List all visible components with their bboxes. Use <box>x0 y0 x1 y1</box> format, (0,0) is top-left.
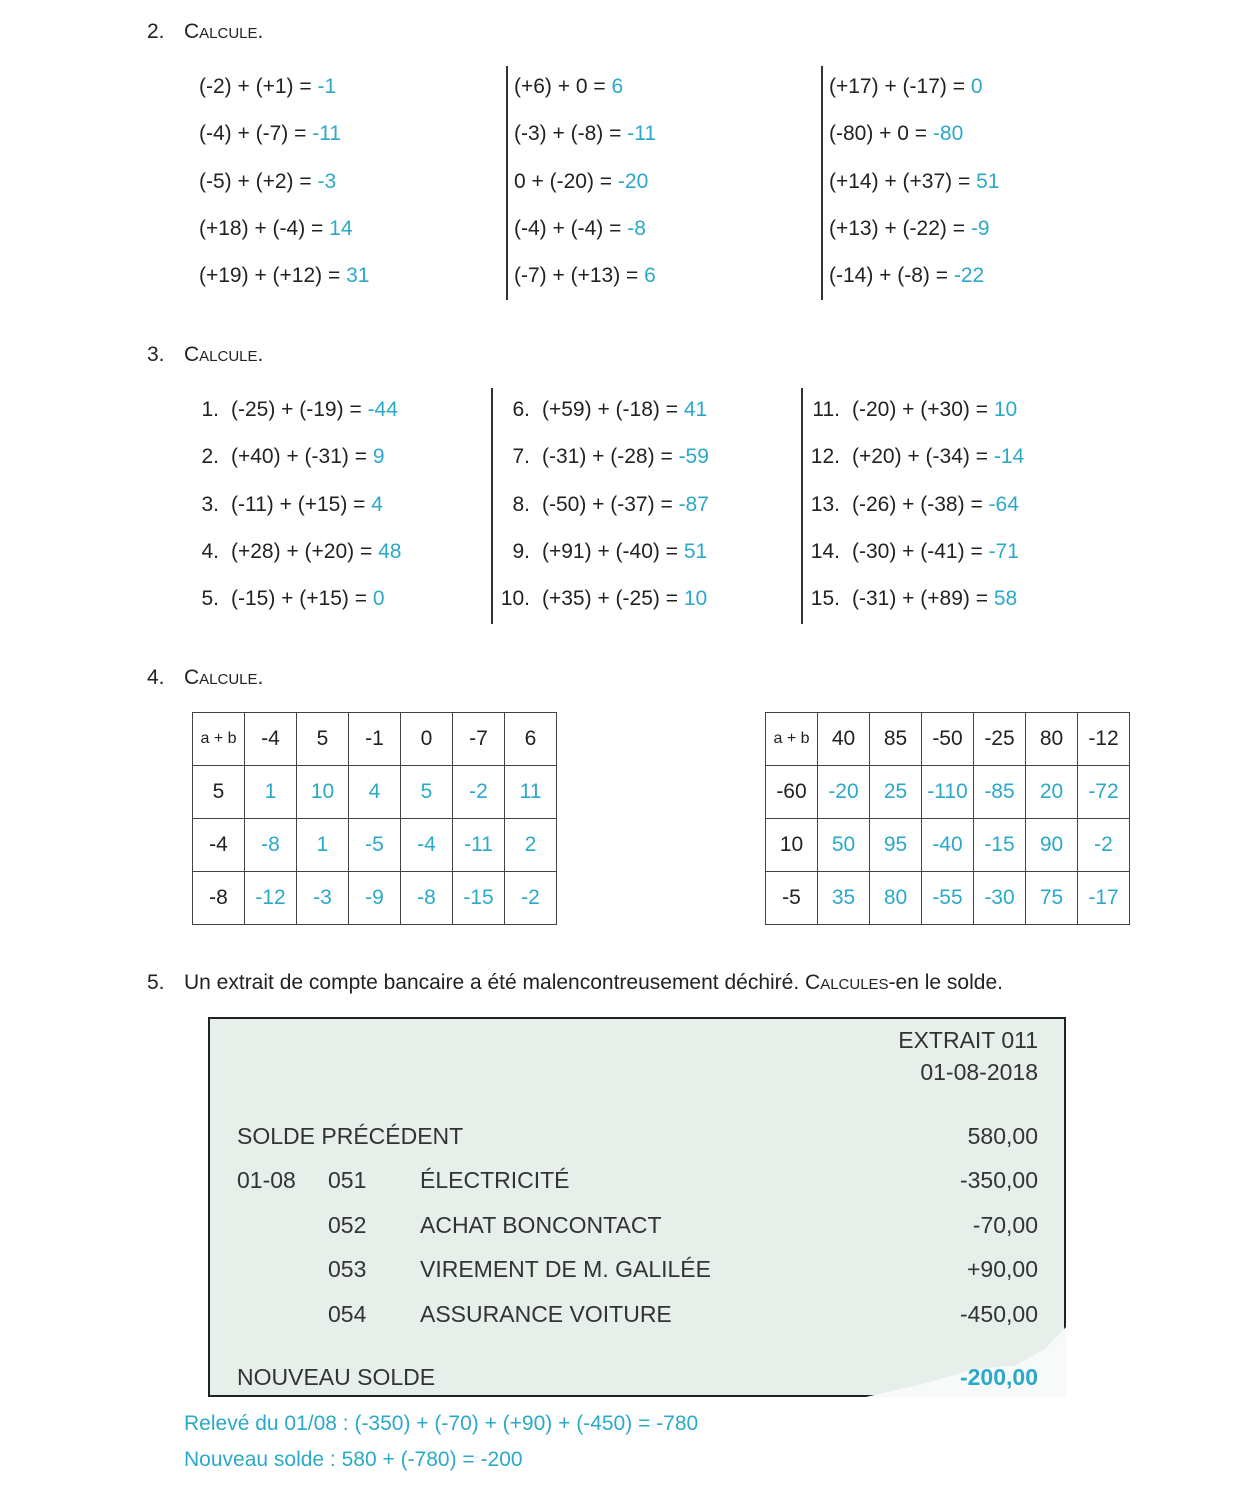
expression: (+20) + (-34) = <box>852 445 988 469</box>
answer: 10 <box>683 587 708 611</box>
row-header: 5 <box>193 766 245 819</box>
numbered-equation <box>807 537 1019 567</box>
expression: (+28) + (+20) = <box>231 539 373 563</box>
entry-code: 053 <box>328 1256 367 1282</box>
sum-cell: -9 <box>349 872 401 925</box>
instruction-text: Un extrait de compte bancaire a été malencontreusement déchiré. <box>184 971 800 994</box>
result-note: Nouveau solde : 580 + (-780) = -200 <box>184 1448 523 1471</box>
equation <box>199 167 336 197</box>
numbered-equation <box>186 537 401 567</box>
entry-amount: -450,00 <box>959 1301 1038 1327</box>
column-header: -7 <box>453 713 505 766</box>
item-number: 12. <box>810 445 840 469</box>
equation <box>829 214 990 244</box>
sum-cell: -15 <box>974 819 1026 872</box>
answer: -14 <box>993 445 1025 469</box>
entry-date: 01-08 <box>237 1167 296 1193</box>
sum-cell: -2 <box>505 872 557 925</box>
answer: 14 <box>329 216 353 240</box>
sum-cell: 95 <box>870 819 922 872</box>
sum-cell: -40 <box>922 819 974 872</box>
item-number: 14. <box>810 539 840 563</box>
entry-label: VIREMENT DE M. GALILÉE <box>420 1256 711 1282</box>
expression: (+6) + 0 = <box>514 75 606 98</box>
item-number: 2. <box>201 445 219 469</box>
expression: (-25) + (-19) = <box>231 398 362 421</box>
expression: (-31) + (-28) = <box>542 445 673 469</box>
sum-cell: -2 <box>1078 819 1130 872</box>
statement-number: EXTRAIT 011 <box>898 1027 1038 1053</box>
column-header: -25 <box>974 713 1026 766</box>
entry-amount: +90,00 <box>967 1256 1038 1282</box>
answer: -9 <box>970 216 990 240</box>
section-2-title <box>147 20 263 44</box>
sum-cell: 1 <box>297 819 349 872</box>
answer: 41 <box>683 398 708 421</box>
sum-cell: -17 <box>1078 872 1130 925</box>
answer: -87 <box>678 492 709 516</box>
column-header: -4 <box>245 713 297 766</box>
column-divider <box>506 66 508 300</box>
sum-cell: -2 <box>453 766 505 819</box>
statement-date: 01-08-2018 <box>920 1059 1038 1085</box>
header-row <box>766 713 1130 766</box>
answer: -11 <box>627 122 656 146</box>
answer: -44 <box>367 398 398 421</box>
sum-cell: 4 <box>349 766 401 819</box>
column-header: -12 <box>1078 713 1130 766</box>
expression: (+59) + (-18) = <box>542 398 678 421</box>
entry-code: 051 <box>328 1167 367 1193</box>
answer: 48 <box>378 539 402 563</box>
item-number: 6. <box>512 398 530 421</box>
instruction: Calcule. <box>184 666 264 689</box>
instruction-verb: Calcules <box>805 971 889 994</box>
numbered-equation <box>497 442 709 472</box>
item-number: 9. <box>512 539 530 563</box>
answer: 6 <box>611 75 624 98</box>
entry-amount: -70,00 <box>972 1212 1038 1238</box>
sum-cell: 10 <box>297 766 349 819</box>
answer: -80 <box>932 122 964 146</box>
expression: (+19) + (+12) = <box>199 264 341 288</box>
expression: (-5) + (+2) = <box>199 169 312 193</box>
sum-cell: -72 <box>1078 766 1130 819</box>
column-header: 40 <box>818 713 870 766</box>
sum-cell: -4 <box>401 819 453 872</box>
answer: -64 <box>988 492 1019 516</box>
previous-balance-amount: 580,00 <box>967 1123 1038 1149</box>
item-number: 15. <box>810 587 840 611</box>
entry-amount: -350,00 <box>959 1167 1038 1193</box>
sum-cell: 1 <box>245 766 297 819</box>
table-row <box>193 872 557 925</box>
new-balance-label: NOUVEAU SOLDE <box>237 1364 436 1390</box>
new-balance-amount: -200,00 <box>959 1364 1038 1390</box>
table-row <box>766 819 1130 872</box>
sum-cell: 5 <box>401 766 453 819</box>
item-number: 3. <box>201 492 219 516</box>
expression: (-80) + 0 = <box>829 122 928 146</box>
equation <box>829 72 983 102</box>
previous-balance-label: SOLDE PRÉCÉDENT <box>237 1123 464 1149</box>
equation <box>199 72 336 102</box>
numbered-equation <box>186 442 385 472</box>
item-number: 13. <box>810 492 840 516</box>
table-row <box>766 872 1130 925</box>
section-4-title <box>147 666 263 690</box>
equation <box>514 119 656 149</box>
entry-label: ÉLECTRICITÉ <box>420 1167 570 1193</box>
answer: 4 <box>371 492 383 516</box>
sum-cell: -3 <box>297 872 349 925</box>
section-number: 2. <box>147 20 165 43</box>
item-number: 7. <box>512 445 530 469</box>
column-header: -50 <box>922 713 974 766</box>
section-number: 3. <box>147 343 165 366</box>
expression: (-7) + (+13) = <box>514 264 639 288</box>
answer: 0 <box>970 75 983 98</box>
sum-cell: -8 <box>401 872 453 925</box>
instruction: Calcule. <box>184 20 264 43</box>
equation <box>514 167 648 197</box>
table-row <box>193 766 557 819</box>
numbered-equation <box>497 490 709 520</box>
row-header: -4 <box>193 819 245 872</box>
expression: (+40) + (-31) = <box>231 445 367 469</box>
sum-cell: -20 <box>818 766 870 819</box>
row-header: 10 <box>766 819 818 872</box>
sum-cell: -5 <box>349 819 401 872</box>
equation <box>829 261 984 291</box>
item-number: 10. <box>500 587 530 611</box>
equation <box>514 72 623 102</box>
addition-table-2 <box>765 712 1130 925</box>
expression: (-50) + (-37) = <box>542 492 673 516</box>
row-header: -8 <box>193 872 245 925</box>
entry-label: ASSURANCE VOITURE <box>420 1301 672 1327</box>
answer: 58 <box>993 587 1018 611</box>
addition-table-1 <box>192 712 557 925</box>
corner-cell: a + b <box>766 713 818 766</box>
section-5-title <box>147 971 1003 995</box>
answer: -22 <box>953 264 985 288</box>
entry-code: 054 <box>328 1301 367 1327</box>
table-row <box>766 766 1130 819</box>
expression: (+18) + (-4) = <box>199 216 324 240</box>
expression: (-11) + (+15) = <box>231 492 366 516</box>
answer: -1 <box>317 75 337 98</box>
expression: (-4) + (-4) = <box>514 216 622 240</box>
equation <box>514 214 646 244</box>
sum-cell: -110 <box>922 766 974 819</box>
expression: (-2) + (+1) = <box>199 75 312 98</box>
expression: (-20) + (+30) = <box>852 398 988 421</box>
answer: 31 <box>346 264 370 288</box>
sum-cell: -8 <box>245 819 297 872</box>
entry-label: ACHAT BONCONTACT <box>420 1212 662 1238</box>
expression: (+14) + (+37) = <box>829 169 971 193</box>
sum-cell: 75 <box>1026 872 1078 925</box>
expression: (+13) + (-22) = <box>829 216 965 240</box>
answer: 0 <box>372 587 385 611</box>
answer: -3 <box>317 169 337 193</box>
numbered-equation <box>807 584 1017 614</box>
expression: (-3) + (-8) = <box>514 122 622 146</box>
column-divider <box>821 66 823 300</box>
answer: -20 <box>617 169 649 193</box>
sum-cell: 11 <box>505 766 557 819</box>
sum-cell: 25 <box>870 766 922 819</box>
numbered-equation <box>497 537 707 567</box>
answer: -59 <box>678 445 709 469</box>
expression: (-15) + (+15) = <box>231 587 367 611</box>
sum-cell: 80 <box>870 872 922 925</box>
numbered-equation <box>807 395 1017 425</box>
column-header: 6 <box>505 713 557 766</box>
item-number: 1. <box>201 398 219 421</box>
expression: (-30) + (-41) = <box>852 539 983 563</box>
instruction-text-end: -en le solde. <box>888 971 1003 994</box>
equation <box>514 261 656 291</box>
column-header: 0 <box>401 713 453 766</box>
sum-cell: 20 <box>1026 766 1078 819</box>
item-number: 5. <box>201 587 219 611</box>
sum-cell: 35 <box>818 872 870 925</box>
corner-cell: a + b <box>193 713 245 766</box>
column-header: 5 <box>297 713 349 766</box>
expression: (+35) + (-25) = <box>542 587 678 611</box>
item-number: 8. <box>512 492 530 516</box>
answer: 10 <box>993 398 1018 421</box>
table-row <box>193 819 557 872</box>
answer: 9 <box>372 445 385 469</box>
section-number: 5. <box>147 971 165 994</box>
entry-code: 052 <box>328 1212 367 1238</box>
sum-cell: -55 <box>922 872 974 925</box>
equation <box>199 119 341 149</box>
column-header: 80 <box>1026 713 1078 766</box>
numbered-equation <box>497 584 707 614</box>
equation <box>199 261 369 291</box>
column-divider <box>491 388 493 624</box>
expression: (+17) + (-17) = <box>829 75 965 98</box>
expression: 0 + (-20) = <box>514 169 613 193</box>
expression: (+91) + (-40) = <box>542 539 678 563</box>
item-number: 11. <box>812 398 840 421</box>
answer: 6 <box>644 264 656 288</box>
expression: (-14) + (-8) = <box>829 264 949 288</box>
row-header: -60 <box>766 766 818 819</box>
answer: -11 <box>312 122 341 146</box>
numbered-equation <box>186 490 383 520</box>
column-header: -1 <box>349 713 401 766</box>
equation <box>829 167 999 197</box>
sum-cell: -15 <box>453 872 505 925</box>
answer: 51 <box>683 539 708 563</box>
instruction: Calcule. <box>184 343 264 366</box>
sum-cell: -85 <box>974 766 1026 819</box>
section-number: 4. <box>147 666 165 689</box>
sum-cell: -12 <box>245 872 297 925</box>
section-3-title <box>147 343 263 367</box>
column-divider <box>801 388 803 624</box>
answer: -71 <box>988 539 1019 563</box>
expression: (-26) + (-38) = <box>852 492 983 516</box>
item-number: 4. <box>201 539 219 563</box>
numbered-equation <box>497 395 707 425</box>
expression: (-31) + (+89) = <box>852 587 988 611</box>
equation <box>199 214 353 244</box>
sum-cell: 90 <box>1026 819 1078 872</box>
sum-cell: 50 <box>818 819 870 872</box>
header-row <box>193 713 557 766</box>
numbered-equation <box>186 395 398 425</box>
numbered-equation <box>807 490 1019 520</box>
answer: -8 <box>627 216 646 240</box>
expression: (-4) + (-7) = <box>199 122 307 146</box>
sum-cell: -11 <box>453 819 505 872</box>
row-header: -5 <box>766 872 818 925</box>
numbered-equation <box>186 584 385 614</box>
calculation-note: Relevé du 01/08 : (-350) + (-70) + (+90) + (-450) = -780 <box>184 1412 699 1435</box>
answer: 51 <box>976 169 1000 193</box>
sum-cell: -30 <box>974 872 1026 925</box>
column-header: 85 <box>870 713 922 766</box>
equation <box>829 119 963 149</box>
numbered-equation <box>807 442 1024 472</box>
sum-cell: 2 <box>505 819 557 872</box>
bank-statement <box>208 1017 1066 1397</box>
